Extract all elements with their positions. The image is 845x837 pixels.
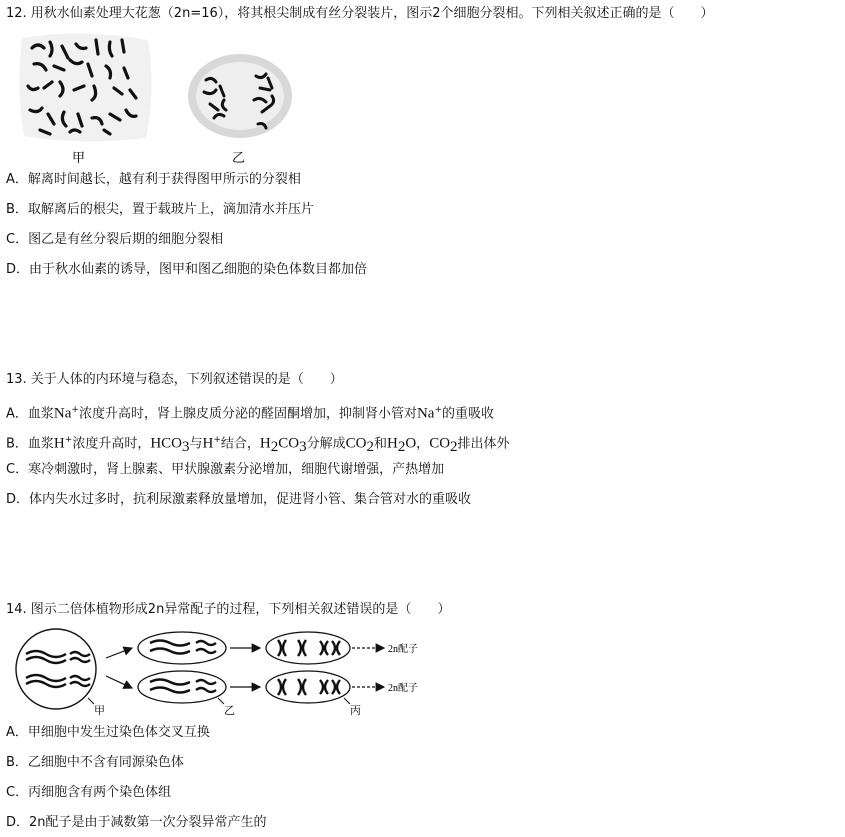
q12-option-a[interactable]: A．解离时间越长，越有利于获得图甲所示的分裂相 [6, 172, 301, 187]
subscript-2c: 2 [397, 438, 406, 455]
q13-option-a[interactable] [6, 401, 494, 423]
formula-h2co3-co: CO [278, 435, 300, 452]
q12-figure-cells [10, 30, 310, 170]
formula-na-2: Na [416, 405, 435, 422]
q14-stem: 14. 图示二倍体植物形成2n异常配子的过程，下列相关叙述错误的是（ ） [6, 602, 451, 617]
q12-stem: 12. 用秋水仙素处理大花葱（2n=16），将其根尖制成有丝分裂装片，图示2个细胞分裂相。下列相关叙述正确的是（ ） [6, 6, 714, 21]
label-jia: 甲 [72, 151, 86, 166]
subscript-3b: 3 [299, 438, 307, 455]
q14-option-b[interactable]: B．乙细胞中不含有同源染色体 [6, 755, 184, 770]
formula-co2: CO [345, 435, 367, 452]
q14-option-a[interactable]: A．甲细胞中发生过染色体交叉互换 [6, 725, 210, 740]
q13-option-d[interactable]: D．体内失水过多时，抗利尿激素释放量增加，促进肾小管、集合管对水的重吸收 [6, 492, 472, 507]
q13-option-c[interactable]: C．寒冷刺激时，肾上腺素、甲状腺激素分泌增加，细胞代谢增强，产热增加 [6, 462, 445, 477]
label-jia-14: 甲 [94, 704, 105, 717]
q14-option-d[interactable]: D．2n配子是由于减数第一次分裂异常产生的 [6, 815, 267, 830]
cell-bing-diagram-upper [266, 632, 350, 664]
q13-a-text3: 的重吸收 [442, 406, 495, 422]
q14-option-c[interactable]: C．丙细胞含有两个染色体组 [6, 785, 172, 800]
charge-plus-2: + [434, 405, 443, 415]
charge-plus: + [71, 405, 79, 415]
q13-b-text1: B．血浆 [6, 436, 54, 452]
formula-h2o-h: H [386, 435, 398, 452]
label-yi-14: 乙 [224, 704, 235, 717]
q12-option-d[interactable]: D．由于秋水仙素的诱导，图甲和图乙细胞的染色体数目都加倍 [6, 262, 368, 277]
q13-b-text6: 和 [373, 436, 387, 452]
q12-option-c[interactable]: C．图乙是有丝分裂后期的细胞分裂相 [6, 232, 224, 247]
formula-h2o-o: O [405, 435, 417, 452]
label-bing-14: 丙 [350, 704, 361, 717]
cell-yi-diagram-upper [138, 632, 226, 664]
q13-b-text5: 分解成 [306, 436, 346, 452]
q13-a-text1: A．血浆 [6, 406, 54, 422]
q13-b-text2: 浓度升高时， [72, 436, 151, 452]
cell-yi-image [188, 54, 292, 138]
formula-na: Na [53, 405, 72, 422]
formula-h: H [53, 435, 65, 452]
subscript-2: 2 [270, 438, 279, 455]
q13-b-text8: 排出体外 [457, 436, 510, 452]
cell-jia-diagram [16, 629, 96, 709]
cell-bing-diagram-lower [266, 671, 350, 704]
charge-plus: + [64, 435, 73, 445]
q13-b-text3: 与 [189, 436, 203, 452]
q12-option-b[interactable]: B．取解离后的根尖，置于载玻片上，滴加清水并压片 [6, 202, 314, 217]
q13-a-text2: 浓度升高时，肾上腺皮质分泌的醛固酮增加，抑制肾小管对 [78, 406, 417, 422]
q13-stem: 13. 关于人体的内环境与稳态，下列叙述错误的是（ ） [6, 372, 343, 387]
q13-b-text4: 结合， [220, 436, 260, 452]
q13-b-text7: ， [416, 436, 430, 452]
subscript-3: 3 [182, 438, 190, 455]
subscript-2b: 2 [366, 438, 374, 455]
gamete-label-upper: 2n配子 [388, 644, 418, 655]
subscript-2d: 2 [450, 438, 458, 455]
formula-h-2: H [202, 435, 214, 452]
charge-plus-2: + [213, 435, 221, 445]
cell-yi-diagram-lower [138, 671, 226, 704]
label-yi: 乙 [232, 151, 246, 166]
formula-co2-2: CO [429, 435, 451, 452]
cell-jia-image [19, 33, 151, 141]
q13-option-b[interactable] [6, 431, 510, 456]
formula-h2co3-h: H [259, 435, 271, 452]
q14-figure-meiosis [10, 624, 450, 718]
formula-hco3: HCO [150, 435, 182, 452]
gamete-label-lower: 2n配子 [388, 683, 418, 694]
